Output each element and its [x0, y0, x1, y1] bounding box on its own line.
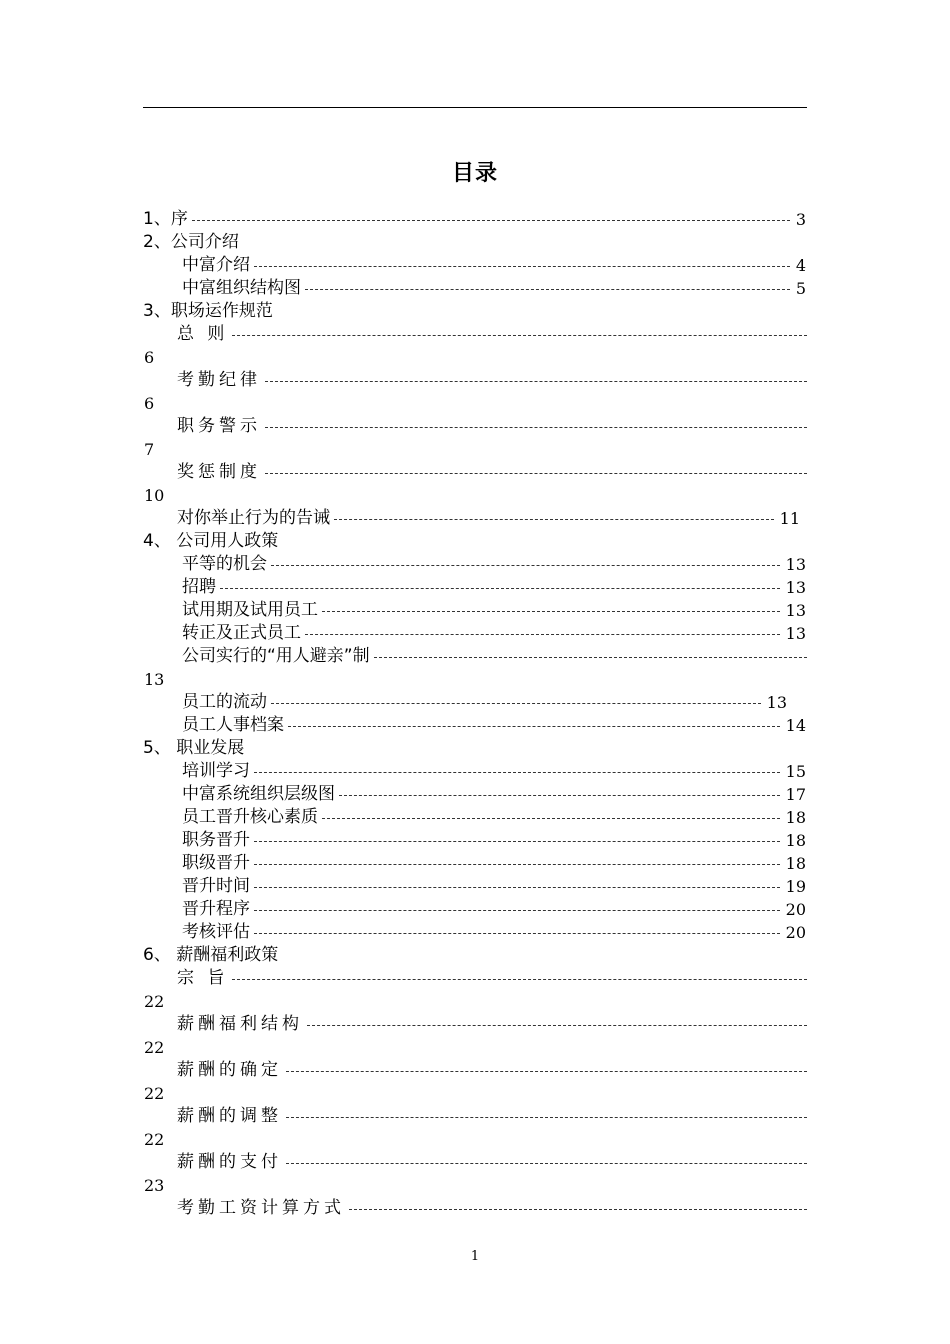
toc-entry-title: 2、公司介绍	[143, 232, 239, 252]
toc-entry-title: 平等的机会	[182, 554, 267, 574]
toc-page-number: 19	[785, 877, 806, 896]
toc-entry-title: 考勤工资计算方式	[177, 1198, 345, 1218]
toc-entry-title: 总 则	[177, 324, 229, 344]
toc-entry-title: 考勤纪律	[177, 370, 261, 390]
toc-title: 目录	[451, 161, 498, 186]
toc-entry[interactable]	[182, 645, 807, 668]
toc-entry-title: 职务警示	[177, 416, 261, 436]
toc-page-number: 20	[785, 923, 806, 942]
toc-page-number: 11	[779, 509, 800, 528]
toc-entry[interactable]	[143, 300, 806, 323]
toc-page-number: 13	[766, 693, 787, 712]
toc-entry-title: 薪酬的确定	[177, 1060, 282, 1080]
toc-leader-dots	[286, 1163, 807, 1164]
toc-leader-dots	[265, 473, 807, 474]
toc-entry[interactable]	[143, 944, 806, 967]
toc-entry-title: 职级晋升	[182, 853, 250, 873]
toc-page-number: 13	[785, 601, 806, 620]
toc-entry[interactable]	[177, 1059, 807, 1082]
toc-page-number: 15	[785, 762, 806, 781]
toc-leader-dots	[254, 772, 780, 773]
toc-page-number: 14	[785, 716, 806, 735]
toc-entry-title: 奖惩制度	[177, 462, 261, 482]
toc-entry-title: 6、 薪酬福利政策	[143, 945, 279, 965]
toc-leader-dots	[349, 1209, 807, 1210]
toc-entry[interactable]	[182, 691, 787, 714]
toc-page-number: 18	[785, 808, 806, 827]
toc-page-number: 18	[785, 854, 806, 873]
toc-page-number: 3	[795, 210, 806, 229]
toc-entry[interactable]	[177, 967, 807, 990]
toc-leader-dots	[254, 933, 780, 934]
toc-entry-title: 招聘	[182, 577, 216, 597]
toc-entry[interactable]	[177, 1013, 807, 1036]
toc-entry-title: 试用期及试用员工	[182, 600, 318, 620]
toc-page-number: 18	[785, 831, 806, 850]
toc-entry[interactable]	[177, 1105, 807, 1128]
toc-page-number: 22	[144, 1038, 165, 1057]
toc-entry-title: 公司实行的“用人避亲”制	[182, 646, 370, 666]
toc-page-number: 13	[785, 578, 806, 597]
toc-entry[interactable]	[177, 415, 807, 438]
toc-leader-dots	[220, 588, 780, 589]
toc-page-number: 13	[785, 555, 806, 574]
toc-entry[interactable]	[177, 323, 807, 346]
toc-entry-title: 中富介绍	[182, 255, 250, 275]
toc-page-number: 5	[795, 279, 806, 298]
toc-entry-title: 职务晋升	[182, 830, 250, 850]
toc-entry[interactable]	[182, 875, 806, 898]
toc-page-number: 13	[144, 670, 165, 689]
toc-entry-title: 宗 旨	[177, 968, 229, 988]
toc-entry[interactable]	[182, 599, 806, 622]
toc-entry[interactable]	[177, 1197, 807, 1220]
toc-page-number: 10	[144, 486, 165, 505]
toc-leader-dots	[305, 634, 780, 635]
toc-leader-dots	[322, 818, 780, 819]
toc-page-number: 22	[144, 1084, 165, 1103]
toc-leader-dots	[374, 657, 807, 658]
toc-leader-dots	[254, 910, 780, 911]
toc-entry[interactable]	[182, 760, 806, 783]
toc-leader-dots	[254, 841, 780, 842]
toc-leader-dots	[254, 266, 790, 267]
toc-entry[interactable]	[182, 622, 806, 645]
toc-page-number: 17	[785, 785, 806, 804]
toc-page-number: 22	[144, 992, 165, 1011]
toc-leader-dots	[265, 427, 807, 428]
toc-leader-dots	[334, 519, 774, 520]
toc-leader-dots	[286, 1117, 807, 1118]
toc-entry-title: 转正及正式员工	[182, 623, 301, 643]
toc-entry-title: 员工人事档案	[182, 715, 284, 735]
toc-entry[interactable]	[182, 898, 806, 921]
toc-entry[interactable]	[182, 783, 806, 806]
toc-entry[interactable]	[177, 369, 807, 392]
toc-page-number: 20	[785, 900, 806, 919]
toc-leader-dots	[271, 565, 780, 566]
toc-entry[interactable]	[182, 254, 806, 277]
toc-page-number: 23	[144, 1176, 165, 1195]
toc-entry-title: 对你举止行为的告诫	[177, 508, 330, 528]
toc-entry[interactable]	[182, 829, 806, 852]
toc-leader-dots	[322, 611, 780, 612]
toc-entry-title: 薪酬的支付	[177, 1152, 282, 1172]
toc-leader-dots	[339, 795, 780, 796]
toc-entry-title: 考核评估	[182, 922, 250, 942]
toc-entry-title: 员工的流动	[182, 692, 267, 712]
toc-entry-title: 薪酬的调整	[177, 1106, 282, 1126]
toc-entry[interactable]	[143, 737, 806, 760]
toc-entry-title: 培训学习	[182, 761, 250, 781]
toc-entry-title: 员工晋升核心素质	[182, 807, 318, 827]
toc-entry-title: 1、序	[143, 209, 188, 229]
toc-entry-title: 晋升程序	[182, 899, 250, 919]
toc-entry-title: 4、 公司用人政策	[143, 531, 279, 551]
toc-entry[interactable]	[143, 530, 806, 553]
toc-leader-dots	[254, 887, 780, 888]
toc-entry[interactable]	[143, 208, 806, 231]
toc-entry-title: 5、 职业发展	[143, 738, 245, 758]
toc-leader-dots	[232, 979, 807, 980]
toc-page-number: 6	[144, 394, 155, 413]
toc-leader-dots	[265, 381, 807, 382]
toc-leader-dots	[305, 289, 790, 290]
toc-page-number: 6	[144, 348, 155, 367]
toc-leader-dots	[271, 703, 761, 704]
toc-entry[interactable]	[182, 806, 806, 829]
toc-entry[interactable]	[182, 277, 806, 300]
toc-entry-title: 晋升时间	[182, 876, 250, 896]
toc-entry[interactable]	[177, 461, 807, 484]
toc-leader-dots	[254, 864, 780, 865]
toc-entry[interactable]	[182, 714, 806, 737]
toc-leader-dots	[286, 1071, 807, 1072]
toc-entry[interactable]	[182, 921, 806, 944]
toc-entry[interactable]	[143, 231, 806, 254]
toc-leader-dots	[307, 1025, 807, 1026]
toc-page-number: 4	[795, 256, 806, 275]
toc-entry[interactable]	[182, 553, 806, 576]
toc-page-number: 13	[785, 624, 806, 643]
footer-page-number: 1	[470, 1249, 480, 1264]
toc-leader-dots	[288, 726, 780, 727]
toc-entry[interactable]	[182, 576, 806, 599]
toc-entry[interactable]	[177, 1151, 807, 1174]
toc-page-number: 22	[144, 1130, 165, 1149]
toc-entry[interactable]	[177, 507, 800, 530]
toc-leader-dots	[192, 220, 790, 221]
toc-page-number: 7	[144, 440, 155, 459]
toc-entry-title: 中富系统组织层级图	[182, 784, 335, 804]
toc-entry-title: 3、职场运作规范	[143, 301, 273, 321]
toc-entry-title: 中富组织结构图	[182, 278, 301, 298]
toc-entry-title: 薪酬福利结构	[177, 1014, 303, 1034]
toc-entry[interactable]	[182, 852, 806, 875]
toc-leader-dots	[232, 335, 807, 336]
